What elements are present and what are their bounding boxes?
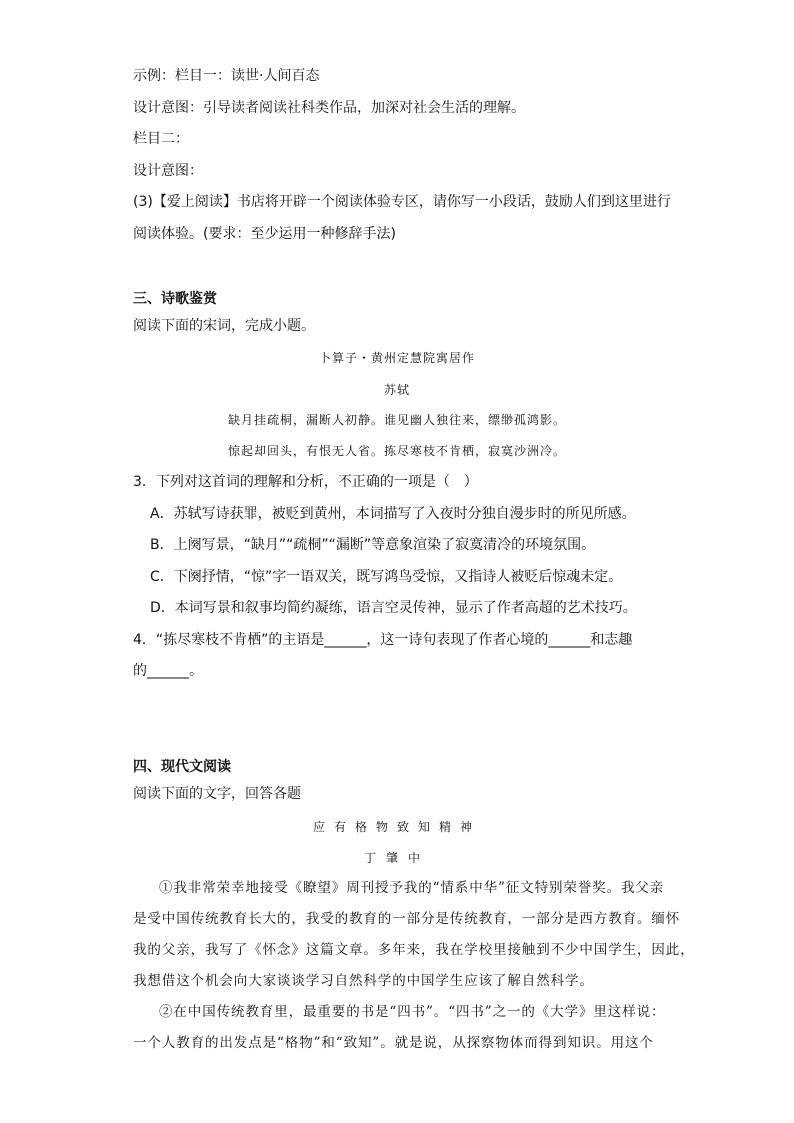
essay-p1-line-1: ①我非常荣幸地接受《瞭望》周刊授予我的“情系中华”征文特别荣誉奖。我父亲	[159, 880, 665, 896]
essay-p1-line-2: 是受中国传统教育长大的，我受的教育的一部分是传统教育，一部分是西方教育。缅怀	[133, 911, 681, 927]
question-3: 3．下列对这首词的理解和分析，不正确的一项是（ ）	[133, 474, 478, 490]
poem-line-1: 缺月挂疏桐，漏断人初静。谁见幽人独往来，缥缈孤鸿影。	[227, 413, 566, 427]
poetry-instruction: 阅读下面的宋词，完成小题。	[133, 318, 315, 334]
poem-line-2: 惊起却回头，有恨无人省。拣尽寒枝不肯栖，寂寞沙洲冷。	[227, 444, 566, 458]
option-c: C．下阕抒情，“惊”字一语双关，既写鸿鸟受惊，又指诗人被贬后惊魂未定。	[150, 569, 623, 585]
poem-author: 苏轼	[383, 383, 410, 397]
essay-p2-line-2: 一个人教育的出发点是“格物”和“致知”。就是说，从探察物体而得到知识。用这个	[133, 1035, 654, 1051]
essay-p2-line-1: ②在中国传统教育里，最重要的书是“四书”。“四书”之一的《大学》里这样说：	[159, 1004, 666, 1020]
option-b: B．上阕写景，“缺月”“疏桐”“漏断”等意象渲染了寂寞清冷的环境氛围。	[150, 537, 596, 553]
essay-p1-line-4: 我想借这个机会向大家谈谈学习自然科学的中国学生应该了解自然科学。	[133, 973, 594, 989]
section-heading-poetry: 三、诗歌鉴赏	[133, 291, 217, 307]
section-heading-modern-reading: 四、现代文阅读	[133, 759, 231, 775]
poem-title: 卜算子・黄州定慧院寓居作	[318, 351, 475, 365]
option-a: A．苏轼写诗获罪，被贬到黄州，本词描写了入夜时分独自漫步时的所见所感。	[150, 506, 636, 522]
essay-author: 丁肇中	[363, 851, 430, 865]
question-4-line-1: 4．“拣尽寒枝不肯栖”的主语是______，这一诗句表现了作者心境的______和志趣	[133, 632, 633, 648]
question-3-reading-line-2: 阅读体验。(要求：至少运用一种修辞手法)	[133, 226, 396, 242]
example-line: 示例：栏目一：读世·人间百态	[133, 68, 320, 84]
essay-p1-line-3: 我的父亲，我写了《怀念》这篇文章。多年来，我在学校里接触到不少中国学生，因此，	[133, 942, 695, 958]
option-d: D．本词写景和叙事均简约凝练，语言空灵传神，显示了作者高超的艺术技巧。	[150, 600, 637, 616]
essay-title: 应有格物致知精神	[312, 820, 481, 834]
column-2-label: 栏目二：	[133, 131, 189, 147]
design-intent-1: 设计意图：引导读者阅读社科类作品，加深对社会生活的理解。	[133, 100, 525, 116]
design-intent-2: 设计意图：	[133, 163, 203, 179]
modern-reading-instruction: 阅读下面的文字，回答各题	[133, 786, 301, 802]
question-4-line-2: 的______。	[133, 663, 203, 679]
question-3-reading-line-1: (3)【爱上阅读】书店将开辟一个阅读体验专区，请你写一小段话，鼓励人们到这里进行	[133, 194, 671, 210]
